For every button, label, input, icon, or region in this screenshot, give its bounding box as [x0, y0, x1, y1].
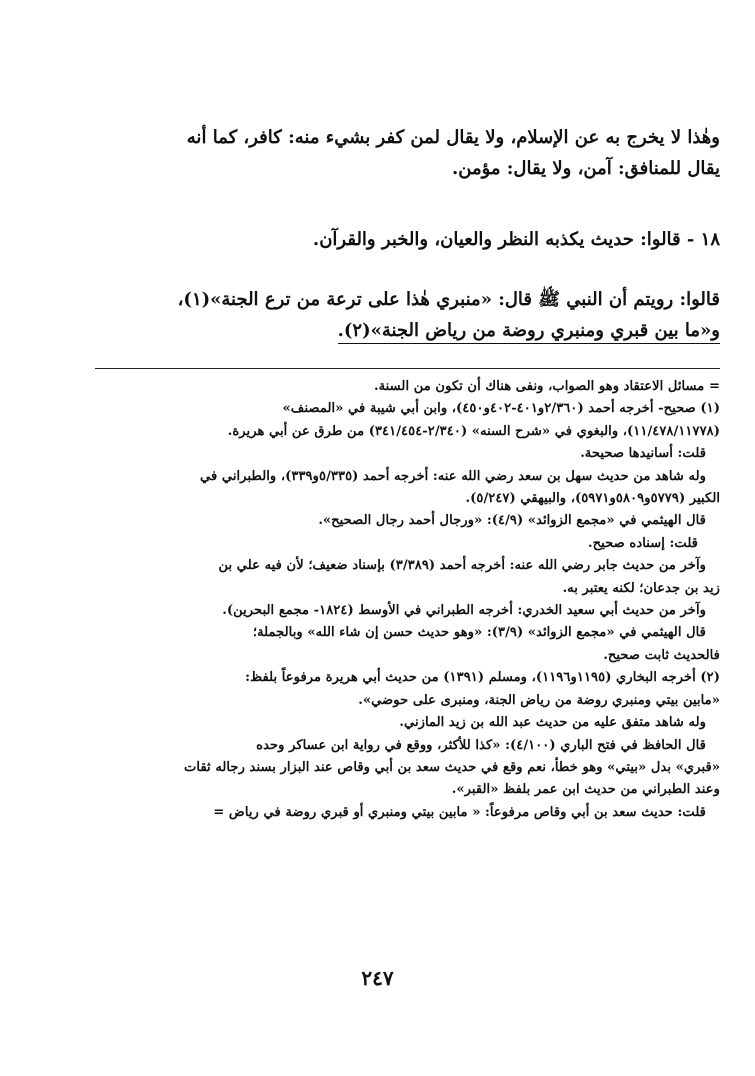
footnote-line: فالحديث ثابت صحيح.	[603, 647, 720, 663]
section-heading-18	[95, 224, 720, 255]
text-line	[95, 315, 720, 346]
text-line: قالوا: رويتم أن النبي ﷺ قال: «منبري هٰذا على ترعة من ترع الجنة»(١)،	[177, 289, 720, 310]
paragraph-intro	[95, 122, 720, 184]
footnote-line: وله شاهد متفق عليه من حديث عبد الله بن زيد المازني.	[399, 715, 706, 731]
footnote-line: «مابين بيتي ومنبري روضة من رياض الجنة، ومنبرى على حوضي».	[358, 692, 720, 708]
page-number: ٢٤٧	[361, 966, 394, 990]
footnote-line: وله شاهد من حديث سهل بن سعد رضي الله عنه: أخرجه أحمد (٥/٣٣٥و٣٣٩)، والطبراني في	[199, 468, 706, 484]
footnote-line: وآخر من حديث أبي سعيد الخدري: أخرجه الطبراني في الأوسط (١٨٢٤- مجمع البحرين).	[222, 603, 706, 619]
paragraph-hadith	[95, 284, 720, 346]
footnote-line: قال الهيثمي في «مجمع الزوائد» (٤/٩): «ورجال أحمد رجال الصحيح».	[318, 513, 706, 529]
footnote-line: زيد بن جدعان؛ لكنه يعتبر به.	[562, 580, 720, 596]
footnote-line: قال الحافظ في فتح الباري (٤/١٠٠): «كذا للأكثر، ووقع في رواية ابن عساكر وحده	[256, 737, 706, 753]
footnote-line: = مسائل الاعتقاد وهو الصواب، ونفى هناك أن تكون من السنة.	[374, 379, 720, 394]
footnote-line: (٢) أخرجه البخاري (١١٩٥و١١٩٦)، ومسلم (١٣٩١) من حديث أبي هريرة مرفوعاً بلفظ:	[245, 670, 720, 686]
footnote-line: «قبري» بدل «بيتي» وهو خطأ، نعم وقع في حديث سعد بن أبي وقاص عند البزار بسند رجاله ثقات	[183, 759, 720, 775]
footnote-line: قلت: إسناده صحيح.	[588, 535, 698, 551]
text-line: ١٨ - قالوا: حديث يكذبه النظر والعيان، والخبر والقرآن.	[312, 229, 720, 250]
footnote-line: (١) صحيح- أخرجه أحمد (٢/٣٦٠و٤٠١-٤٠٢و٤٥٠)، وابن أبي شيبة في «المصنف»	[282, 401, 720, 417]
footnote-line: (١١/٤٧٨/١١٧٧٨)، والبغوي في «شرح السنه» (٢/٣٤٠-٣٤١/٤٥٤) من طرق عن أبي هريرة.	[227, 423, 720, 439]
footnote-line: قلت: حديث سعد بن أبي وقاص مرفوعاً: « مابين بيتي ومنبري أو قبري روضة في رياض =	[213, 804, 706, 820]
hadith-quote-underlined: و«ما بين قبري ومنبري روضة من رياض الجنة»(٢).	[338, 320, 720, 344]
footnotes	[95, 376, 720, 824]
text-line: يقال للمنافق: آمن، ولا يقال: مؤمن.	[451, 158, 720, 179]
footnote-divider	[95, 368, 720, 369]
footnote-line: الكبير (٥٧٧٩و٥٨٠٩و٥٩٧١)، والبيهقي (٥/٢٤٧).	[465, 491, 720, 507]
text-line: وهٰذا لا يخرج به عن الإسلام، ولا يقال لمن كفر بشيء منه: كافر، كما أنه	[186, 127, 720, 148]
footnote-line: وآخر من حديث جابر رضي الله عنه: أخرجه أحمد (٣/٣٨٩) بإسناد ضعيف؛ لأن فيه علي بن	[218, 558, 706, 574]
footnote-line: قال الهيثمي في «مجمع الزوائد» (٣/٩): «وهو حديث حسن إن شاء الله» وبالجملة؛	[252, 625, 706, 641]
footnote-line: وعند الطبراني من حديث ابن عمر بلفظ «القبر».	[451, 782, 720, 798]
footnote-line: قلت: أسانيدها صحيحة.	[580, 446, 706, 462]
